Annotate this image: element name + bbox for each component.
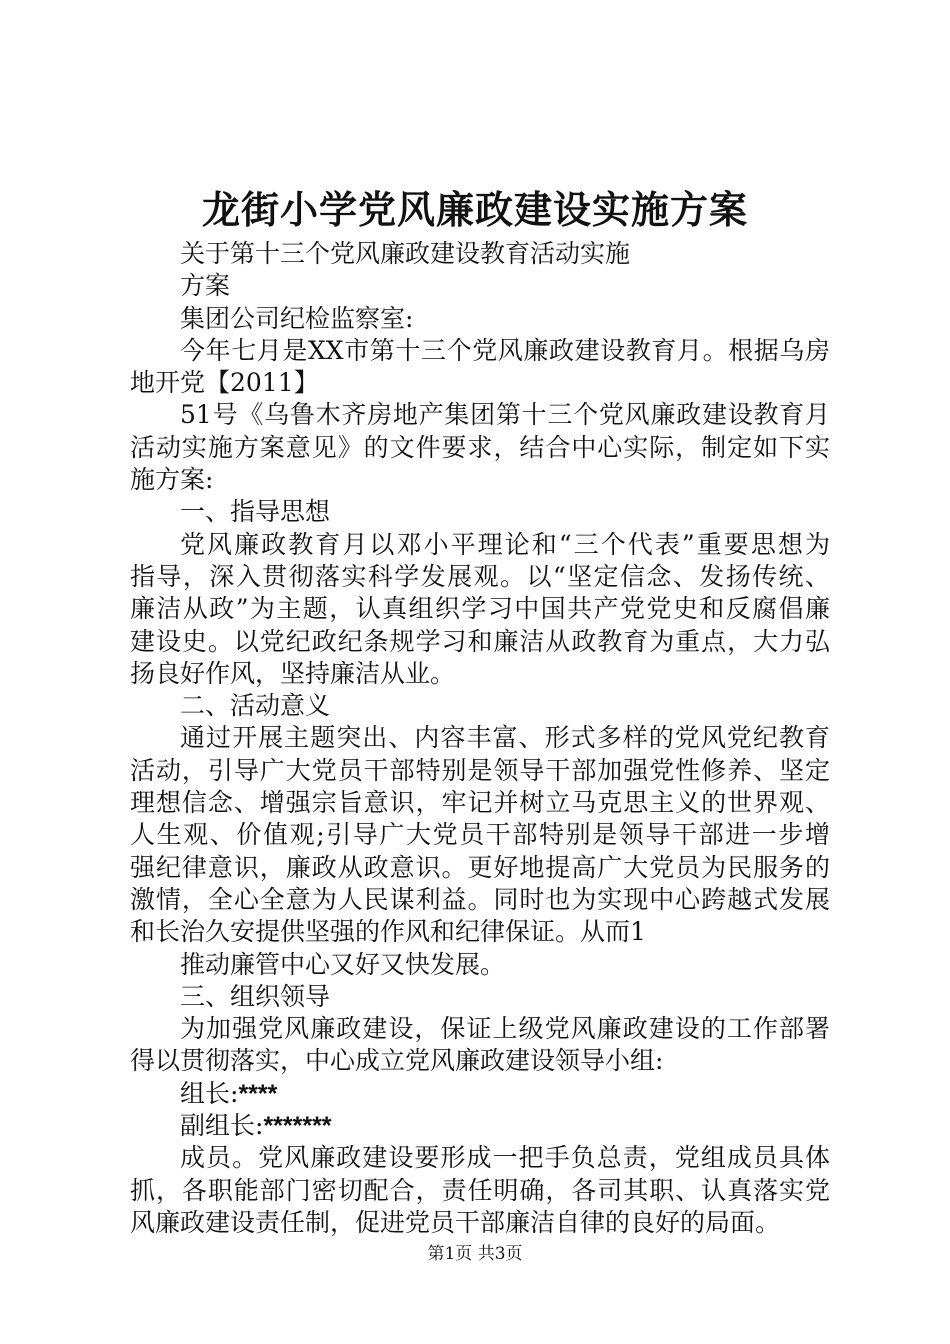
body-line-text: 副组长: xyxy=(180,1111,264,1141)
body-line xyxy=(130,949,830,981)
body-line xyxy=(130,1142,830,1174)
body-line-text: 指导，深入贯彻落实科学发展观。以“坚定信念、发扬传统、 xyxy=(130,561,830,591)
body-line xyxy=(130,722,830,754)
body-line xyxy=(130,593,830,625)
redacted-name: ******* xyxy=(263,1112,332,1141)
body-line xyxy=(130,787,830,819)
body-line xyxy=(130,884,830,916)
body-line xyxy=(130,238,830,270)
document-body xyxy=(130,238,830,1239)
body-line-text: 通过开展主题突出、内容丰富、形式多样的党风党纪教育 xyxy=(180,723,830,753)
body-line-text: 强纪律意识，廉政从政意识。更好地提高广大党员为民服务的 xyxy=(130,852,830,882)
body-line xyxy=(130,1045,830,1077)
body-line-text: 组长: xyxy=(180,1078,239,1108)
body-line-text: 扬良好作风，坚持廉洁从业。 xyxy=(130,658,456,688)
body-line xyxy=(130,690,830,722)
body-line xyxy=(130,1175,830,1207)
body-line-text: 人生观、价值观;引导广大党员干部特别是领导干部进一步增 xyxy=(130,820,830,850)
body-line-text: 方案 xyxy=(180,271,231,301)
body-line xyxy=(130,755,830,787)
page-footer: 第1页 共3页 xyxy=(427,1244,523,1264)
body-line xyxy=(130,367,830,399)
body-line xyxy=(130,852,830,884)
body-line xyxy=(130,432,830,464)
body-line-text: 活动，引导广大党员干部特别是领导干部加强党性修养、坚定 xyxy=(130,755,830,785)
body-line xyxy=(130,819,830,851)
body-line xyxy=(130,303,830,335)
redacted-name: **** xyxy=(238,1079,278,1108)
body-line xyxy=(130,496,830,528)
body-line xyxy=(130,981,830,1013)
body-line xyxy=(130,916,830,948)
body-line xyxy=(130,658,830,690)
body-line-text: 廉洁从政”为主题，认真组织学习中国共产党党史和反腐倡廉 xyxy=(130,594,830,624)
body-line-text: 得以贯彻落实，中心成立党风廉政建设领导小组: xyxy=(130,1046,664,1076)
body-line-text: 一、指导思想 xyxy=(180,497,331,527)
body-line xyxy=(130,529,830,561)
body-line-text: 推动廉管中心又好又快发展。 xyxy=(180,949,506,979)
body-line xyxy=(130,399,830,431)
body-line-text: 地开党【2011】 xyxy=(130,368,319,398)
body-line-text: 理想信念、增强宗旨意识，牢记并树立马克思主义的世界观、 xyxy=(130,788,830,818)
body-line xyxy=(130,626,830,658)
body-line-text: 成员。党风廉政建设要形成一把手负总责，党组成员具体 xyxy=(180,1143,830,1173)
body-line-text: 党风廉政教育月以邓小平理论和“三个代表”重要思想为 xyxy=(180,529,830,559)
body-line-text: 建设史。以党纪政纪条规学习和廉洁从政教育为重点，大力弘 xyxy=(130,626,830,656)
body-line-text: 二、活动意义 xyxy=(180,691,331,721)
body-line xyxy=(130,1207,830,1239)
body-line-text: 三、组织领导 xyxy=(180,981,331,1011)
body-line-text: 激情，全心全意为人民谋利益。同时也为实现中心跨越式发展 xyxy=(130,884,830,914)
body-line xyxy=(130,464,830,496)
body-line xyxy=(130,1110,830,1142)
body-line-text: 51号《乌鲁木齐房地产集团第十三个党风廉政建设教育月 xyxy=(180,400,830,430)
body-line xyxy=(130,1013,830,1045)
body-line-text: 风廉政建设责任制，促进党员干部廉洁自律的良好的局面。 xyxy=(130,1207,781,1237)
body-line xyxy=(130,335,830,367)
document-title: 龙街小学党风廉政建设实施方案 xyxy=(201,187,748,232)
body-line-text: 集团公司纪检监察室: xyxy=(180,303,414,333)
body-line-text: 为加强党风廉政建设，保证上级党风廉政建设的工作部署 xyxy=(180,1014,830,1044)
body-line-text: 活动实施方案意见》的文件要求，结合中心实际，制定如下实 xyxy=(130,432,830,462)
body-line xyxy=(130,1078,830,1110)
body-line xyxy=(130,561,830,593)
body-line-text: 施方案: xyxy=(130,465,214,495)
body-line-text: 关于第十三个党风廉政建设教育活动实施 xyxy=(180,239,631,268)
body-line xyxy=(130,270,830,302)
body-line-text: 抓，各职能部门密切配合，责任明确，各司其职、认真落实党 xyxy=(130,1175,830,1205)
body-line-text: 今年七月是XX市第十三个党风廉政建设教育月。根据乌房 xyxy=(180,335,830,365)
body-line-text: 和长治久安提供坚强的作风和纪律保证。从而1 xyxy=(130,917,646,947)
